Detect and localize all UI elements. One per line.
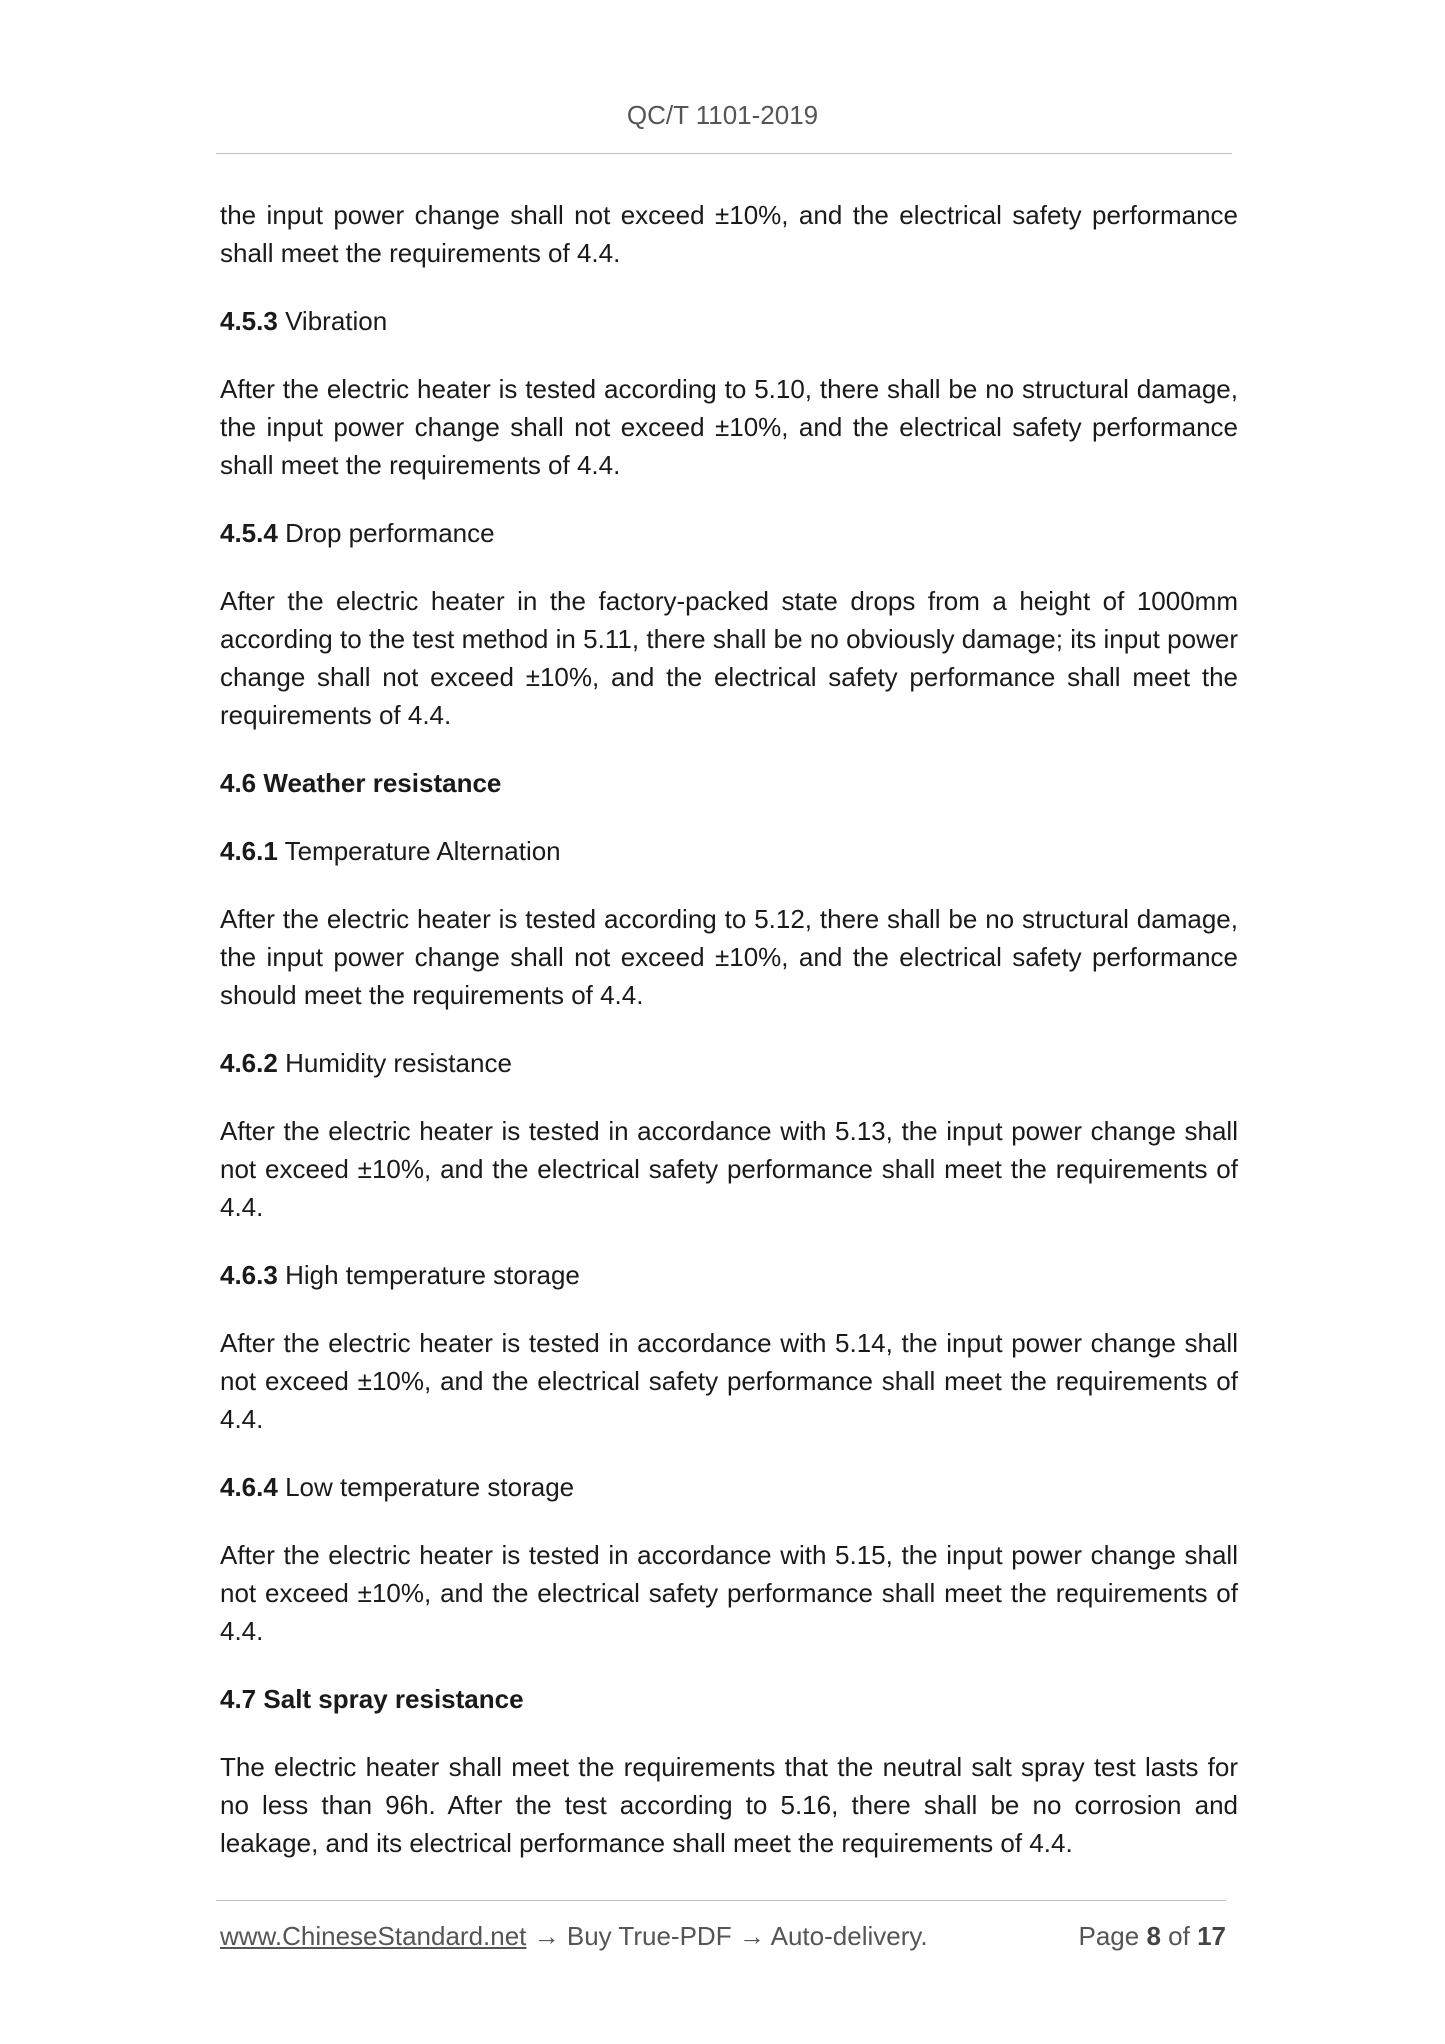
clause-heading-4-6-1: 4.6.1 Temperature Alternation bbox=[220, 836, 561, 866]
clause-text-4-5-3: After the electric heater is tested according to 5.10, there shall be no structural damage, the input power change shall not exceed ±10%, and the electrical safety performance shall meet the requirements of 4.4. bbox=[220, 374, 1238, 480]
current-page-number: 8 bbox=[1146, 1921, 1161, 1951]
clause-heading-4-5-4: 4.5.4 Drop performance bbox=[220, 518, 495, 548]
document-code: QC/T 1101-2019 bbox=[626, 100, 819, 130]
clause-text-4-6-3: After the electric heater is tested in accordance with 5.14, the input power change shall not exceed ±10%, and the electrical safety performance shall meet the requirements of 4.4. bbox=[220, 1328, 1238, 1434]
clause-heading-4-5-3: 4.5.3 Vibration bbox=[220, 306, 388, 336]
clause-text-4-6-2: After the electric heater is tested in accordance with 5.13, the input power change shall not exceed ±10%, and the electrical safety performance shall meet the requirements of 4.4. bbox=[220, 1116, 1238, 1222]
document-body bbox=[220, 196, 1238, 1862]
footer-divider bbox=[216, 1900, 1226, 1901]
page-indicator: Page 8 of 17 bbox=[1078, 1921, 1226, 1951]
clause-heading-4-6-2: 4.6.2 Humidity resistance bbox=[220, 1048, 512, 1078]
header-divider bbox=[216, 153, 1232, 154]
clause-text-4-6-1: After the electric heater is tested according to 5.12, there shall be no structural damage, the input power change shall not exceed ±10%, and the electrical safety performance should meet the requirements of 4.4. bbox=[220, 904, 1238, 1010]
clause-text-4-6-4: After the electric heater is tested in accordance with 5.15, the input power change shall not exceed ±10%, and the electrical safety performance shall meet the requirements of 4.4. bbox=[220, 1540, 1238, 1646]
section-heading-4-7: 4.7 Salt spray resistance bbox=[220, 1684, 524, 1714]
delivery-text: Auto-delivery. bbox=[770, 1921, 928, 1951]
site-link[interactable]: www.ChineseStandard.net bbox=[220, 1921, 527, 1951]
document-header bbox=[0, 100, 1445, 131]
paragraph-continued: the input power change shall not exceed ±10%, and the electrical safety performance shall meet the requirements of 4.4. bbox=[220, 200, 1238, 268]
arrow-right-icon: → bbox=[533, 1921, 560, 1951]
section-heading-4-6: 4.6 Weather resistance bbox=[220, 768, 502, 798]
total-page-count: 17 bbox=[1197, 1921, 1226, 1951]
arrow-right-icon: → bbox=[738, 1921, 765, 1951]
buy-text: Buy True-PDF bbox=[566, 1921, 732, 1951]
clause-heading-4-6-4: 4.6.4 Low temperature storage bbox=[220, 1472, 575, 1502]
clause-text-4-7: The electric heater shall meet the requirements that the neutral salt spray test lasts for no less than 96h. After the test according to 5.16, there shall be no corrosion and leakage, and its electrical performance shall meet the requirements of 4.4. bbox=[220, 1752, 1238, 1858]
document-footer bbox=[220, 1918, 1230, 1954]
clause-heading-4-6-3: 4.6.3 High temperature storage bbox=[220, 1260, 580, 1290]
clause-text-4-5-4: After the electric heater in the factory-packed state drops from a height of 1000mm according to the test method in 5.11, there shall be no obviously damage; its input power change shall not exceed ±10%, and the electrical safety performance shall meet the requirements of 4.4. bbox=[220, 586, 1238, 730]
